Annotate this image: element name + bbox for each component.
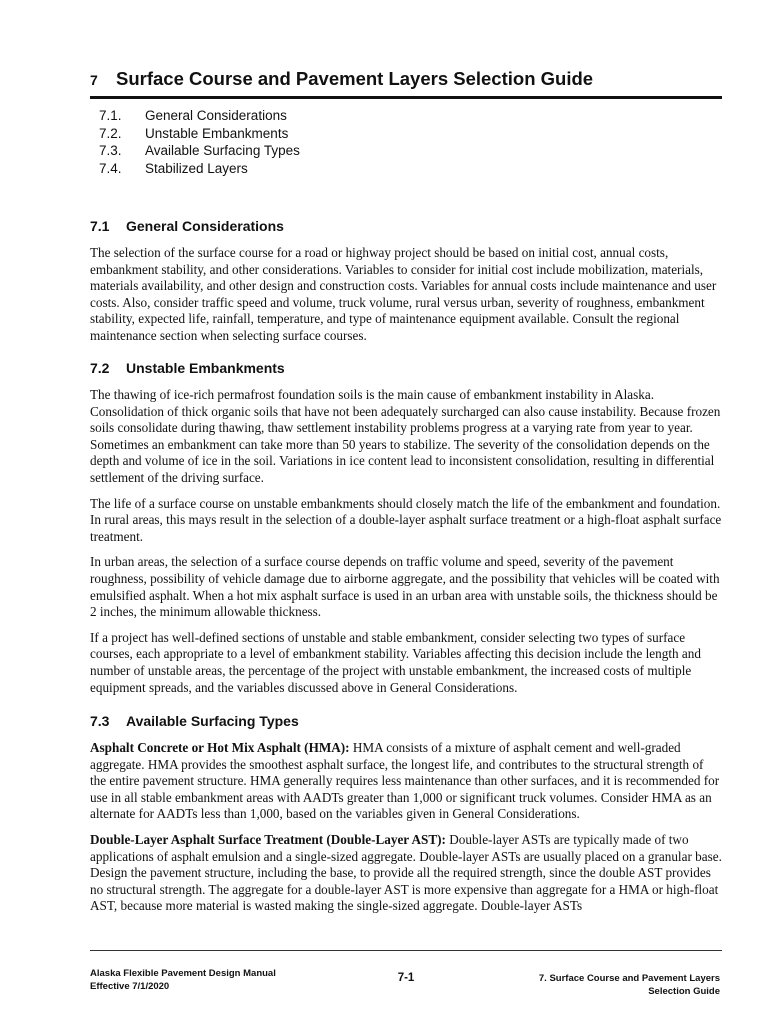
section-number: 7.2 — [90, 360, 110, 376]
section-title: Unstable Embankments — [126, 360, 285, 376]
paragraph-double-layer-ast — [90, 832, 722, 915]
footer-manual-info — [90, 967, 276, 993]
toc-item[interactable] — [99, 125, 300, 143]
page-number: 7-1 — [397, 972, 415, 984]
paragraph: The selection of the surface course for a road or highway project should be based on initial cost, annual costs, embankment stability, and other considerations. Variables to consider for initial cost include mobilization, materials, materials availability, and other design and construction costs. Variables for annual costs include maintenance and user costs. Also, consider traffic speed and volume, truck volume, rural versus urban, severity of roughness, embankment stability, expected life, rainfall, temperature, and type of maintenance equipment available. Consult the regional maintenance section when selecting surface courses. — [90, 245, 717, 343]
paragraph: If a project has well-defined sections of unstable and stable embankment, consider selecting two types of surface courses, each appropriate to a level of embankment stability. Variables affecting this decision include the length and number of unstable areas, the percentage of the project with unstable embankment, the increased costs of multiple equipment spreads, and the variables discussed above in General Considerations. — [90, 629, 701, 695]
toc-item[interactable] — [99, 107, 300, 125]
footer-chapter-info — [539, 972, 720, 998]
toc-item-label: Available Surfacing Types — [145, 143, 300, 158]
section-7-1 — [90, 218, 722, 345]
footer-chapter-line-1: 7. Surface Course and Pavement Layers — [538, 973, 720, 984]
section-heading — [90, 360, 722, 376]
table-of-contents — [99, 107, 300, 177]
section-heading — [90, 218, 722, 234]
toc-item-label: Stabilized Layers — [145, 160, 248, 176]
toc-item-label: Unstable Embankments — [145, 125, 289, 141]
toc-item-number: 7.3. — [99, 143, 122, 158]
paragraph-text: Double-layer ASTs are typically made of two applications of asphalt emulsion and a single-sized aggregate. Double-layer ASTs are usually placed on a granular base. Design the pavement structure, including the base, to provide all the required strength, since the double AST provides no structural strength. The aggregate for a double-layer AST is more expensive than aggregate for a HMA or high-float AST, because more material is wasted making the single-sized aggregate. Double-layer ASTs — [90, 831, 722, 914]
toc-item-number: 7.1. — [99, 108, 122, 123]
paragraph: The thawing of ice-rich permafrost foundation soils is the main cause of embankment instability in Alaska. Consolidation of thick organic soils that have not been adequately surcharged can also cause instability. Because frozen soils consolidate during thawing, thaw settlement instability problems progress at a varying rate from year to year. Sometimes an embankment can take more than 50 years to stabilize. The severity of the consolidation depends on the depth and volume of ice in the soil. Variations in ice content lead to inconsistent consolidation, resulting in differential settlement of the driving surface. — [90, 387, 721, 485]
toc-item-number: 7.2. — [99, 125, 122, 141]
section-title: Available Surfacing Types — [126, 713, 299, 729]
paragraph: In urban areas, the selection of a surface course depends on traffic volume and speed, severity of the pavement roughness, possibility of vehicle damage due to airborne aggregate, and the possibility that vehicles will be coated with emulsified asphalt. When a hot mix asphalt surface is used in an urban area with unstable soils, the thickness should be 2 inches, the minimum allowable thickness. — [90, 554, 720, 620]
toc-item[interactable] — [99, 142, 300, 160]
section-7-2 — [90, 360, 722, 696]
run-in-heading: Double-Layer Asphalt Surface Treatment (Double-Layer AST): — [90, 831, 446, 847]
paragraph: The life of a surface course on unstable embankments should closely match the life of the embankment and foundation. In rural areas, this mays result in the selection of a double-layer asphalt surface treatment or a high-float asphalt surface treatment. — [90, 495, 722, 544]
section-heading — [90, 713, 722, 729]
run-in-heading: Asphalt Concrete or Hot Mix Asphalt (HMA): — [90, 740, 350, 755]
section-number: 7.3 — [90, 713, 110, 729]
chapter-heading — [90, 68, 722, 99]
paragraph-hma — [90, 740, 722, 823]
section-title: General Considerations — [126, 218, 284, 234]
toc-item-label: General Considerations — [145, 108, 287, 123]
toc-item[interactable] — [99, 160, 300, 178]
section-number: 7.1 — [90, 218, 110, 234]
footer-divider — [90, 950, 722, 951]
footer-effective-date: Effective 7/1/2020 — [90, 981, 170, 992]
section-7-3 — [90, 713, 722, 915]
toc-item-number: 7.4. — [99, 160, 122, 176]
footer-manual-title: Alaska Flexible Pavement Design Manual — [90, 968, 276, 979]
chapter-number: 7 — [90, 72, 98, 88]
footer-chapter-line-2: Selection Guide — [648, 986, 720, 997]
paragraph-text: HMA consists of a mixture of asphalt cement and well-graded aggregate. HMA provides the smoothest asphalt surface, the longest life, and contributes to the structural strength of the entire pavement structure. HMA generally requires less maintenance than other surfaces, and it is recommended for use in all stable embankment areas with AADTs greater than 1,000 or significant truck volumes. Consider HMA as an alternate for AADTs less than 1,000, based on the variables given in General Considerations. — [90, 740, 720, 822]
chapter-title: Surface Course and Pavement Layers Selection Guide — [116, 68, 594, 89]
